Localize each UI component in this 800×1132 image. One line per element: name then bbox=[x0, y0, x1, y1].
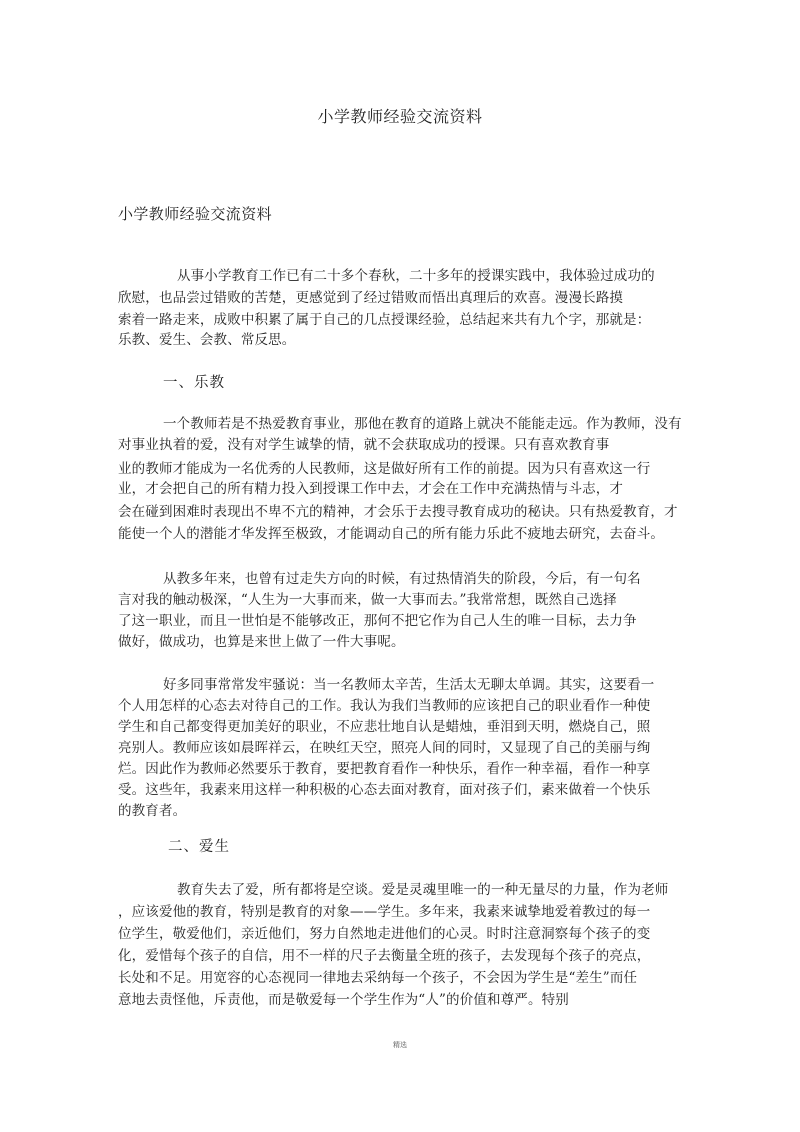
text-line: 教育失去了爱，所有都将是空谈。爱是灵魂里唯一的一种无量尽的力量，作为老师 bbox=[177, 882, 669, 898]
text-line: 学生和自己都变得更加美好的职业，不应悲壮地自认是蜡烛，垂泪到天明，燃烧自己，照 bbox=[118, 719, 651, 735]
text-line: 位学生，敬爱他们，亲近他们，努力自然地走进他们的心灵。时时注意洞察每个孩子的变 bbox=[118, 926, 651, 942]
text-line: 业，才会把自己的所有精力投入到授课工作中去，才会在工作中充满热情与斗志，才 bbox=[118, 481, 624, 497]
text-line: 对事业执着的爱，没有对学生诚挚的情，就不会获取成功的授课。只有喜欢教育事 bbox=[118, 437, 610, 453]
document-subtitle: 小学教师经验交流资料 bbox=[118, 205, 273, 223]
text-line: 意地去责怪他，斥责他，而是敬爱每一个学生作为“人”的价值和尊严。特别 bbox=[118, 992, 569, 1008]
text-line: 业的教师才能成为一名优秀的人民教师，这是做好所有工作的前提。因为只有喜欢这一行 bbox=[118, 461, 651, 477]
text-line: 的教育者。 bbox=[118, 803, 187, 819]
text-line: 言对我的触动极深，“人生为一大事而来，做一大事而去。”我常常想，既然自己选择 bbox=[118, 592, 617, 608]
text-line: 化，爱惜每个孩子的自信，用不一样的尺子去衡量全班的孩子，去发现每个孩子的亮点， bbox=[118, 948, 651, 964]
document-title: 小学教师经验交流资料 bbox=[317, 107, 483, 126]
text-line: 会在碰到困难时表现出不卑不亢的精神，才会乐于去搜寻教育成功的秘诀。只有热爱教育，才 bbox=[118, 504, 678, 520]
text-line: 做好，做成功，也算是来世上做了一件大事呢。 bbox=[118, 634, 405, 650]
section-heading-2: 二、爱生 bbox=[168, 839, 230, 855]
section-heading-1: 一、乐教 bbox=[163, 375, 225, 391]
text-line: 烂。因此作为教师必然要乐于教育，要把教育看作一种快乐，看作一种幸福，看作一种享 bbox=[118, 761, 651, 777]
text-line: 受。这些年，我素来用这样一种积极的心态去面对教育，面对孩子们，素来做着一个快乐 bbox=[118, 782, 651, 798]
text-line: 索着一路走来，成败中积累了属于自己的几点授课经验，总结起来共有九个字，那就是： bbox=[118, 312, 651, 328]
text-line: ，应该爱他的教育，特别是教育的对象——学生。多年来，我素来诚挚地爱着教过的每一 bbox=[118, 904, 651, 920]
text-line: 能使一个人的潜能才华发挥至极致，才能调动自己的所有能力乐此不疲地去研究，去奋斗。 bbox=[118, 526, 664, 542]
text-line: 个人用怎样的心态去对待自己的工作。我认为我们当教师的应该把自己的职业看作一种使 bbox=[118, 698, 651, 714]
text-line: 好多同事常常发牢骚说：当一名教师太辛苦，生活太无聊太单调。其实，这要看一 bbox=[163, 677, 655, 693]
text-line: 乐教、爱生、会教、常反思。 bbox=[118, 332, 296, 348]
page-footer: 精选 bbox=[393, 1041, 407, 1049]
text-line: 亮别人。教师应该如晨晖祥云，在映红天空，照亮人间的同时，又显现了自己的美丽与绚 bbox=[118, 740, 651, 756]
text-line: 长处和不足。用宽容的心态视同一律地去采纳每一个孩子，不会因为学生是“差生”而任 bbox=[118, 970, 638, 986]
text-line: 从事小学教育工作已有二十多个春秋，二十多年的授课实践中，我体验过成功的 bbox=[177, 268, 655, 284]
text-line: 欣慰，也品尝过错败的苦楚，更感觉到了经过错败而悟出真理后的欢喜。漫漫长路摸 bbox=[118, 290, 624, 306]
text-line: 从教多年来，也曾有过走失方向的时候，有过热情消失的阶段，今后，有一句名 bbox=[163, 571, 641, 587]
text-line: 一个教师若是不热爱教育事业，那他在教育的道路上就决不能能走远。作为教师，没有 bbox=[163, 416, 682, 432]
text-line: 了这一职业，而且一世怕是不能够改正，那何不把它作为自己人生的唯一目标，去力争 bbox=[118, 613, 637, 629]
